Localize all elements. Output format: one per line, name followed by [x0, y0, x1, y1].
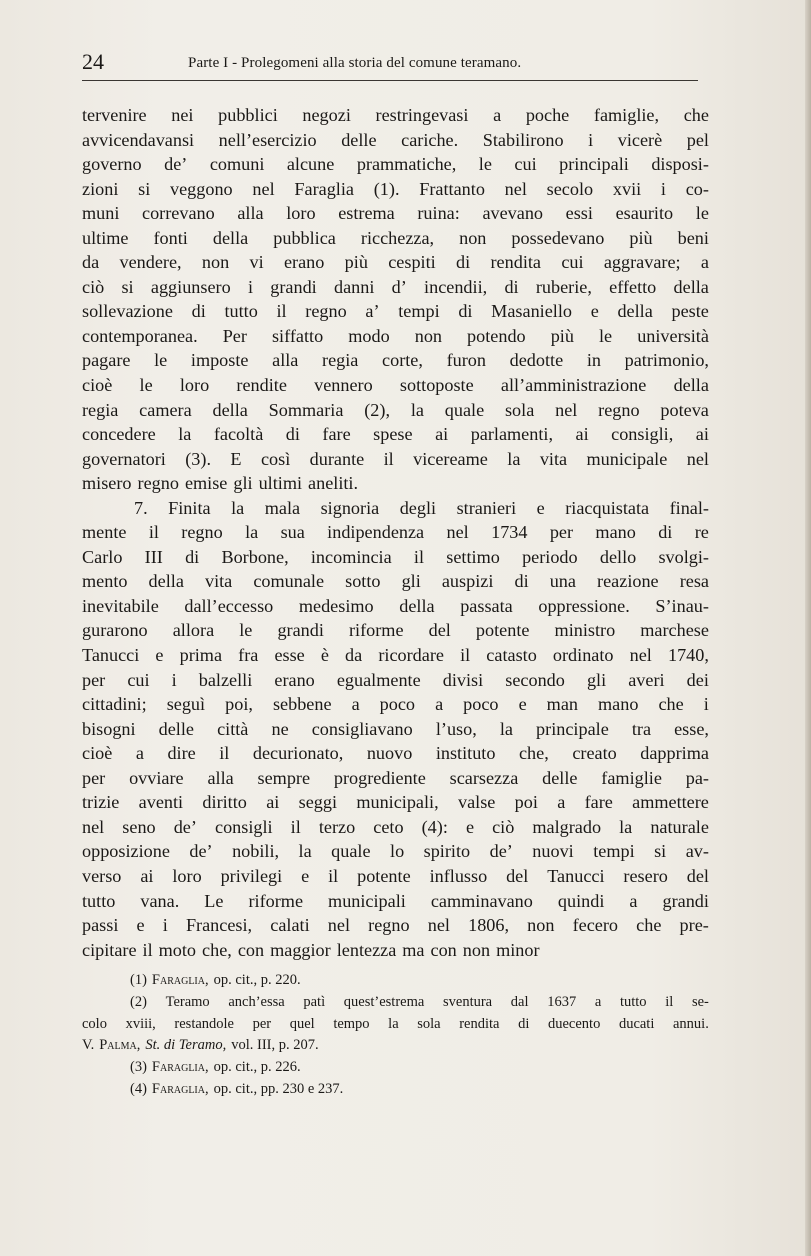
text-line: mente il regno la sua indipendenza nel 1734 per mano di re	[82, 522, 709, 543]
footnote-text: V.	[82, 1037, 95, 1054]
text-line: misero regno emise gli ultimi aneliti.	[82, 473, 359, 494]
text-line: regia camera della Sommaria (2), la quale sola nel regno poteva	[82, 399, 709, 420]
footnotes	[82, 970, 709, 1101]
text-line: cittadini; seguì poi, sebbene a poco a poco e man mano che i	[82, 694, 709, 715]
footnote-2-line: (2) Teramo anch’essa patì quest’estrema sventura dal 1637 a tutto il se-	[130, 993, 709, 1010]
text-line: sollevazione di tutto il regno a’ tempi di Masaniello e della peste	[82, 301, 709, 322]
footnote-1	[82, 970, 709, 992]
footnote-text: op. cit., p. 226.	[213, 1059, 301, 1076]
text-line: 7. Finita la mala signoria degli stranieri e riacquistata final-	[134, 497, 709, 518]
text-line: pagare le imposte alla regia corte, furon dedotte in patrimonio,	[82, 350, 709, 371]
text-line: opposizione de’ nobili, la quale lo spirito de’ nuovi tempi si av-	[82, 841, 709, 862]
text-line: muni correvano alla loro estrema ruina: avevano essi esaurito le	[82, 203, 709, 224]
text-line: mento della vita comunale sotto gli auspizi di una reazione resa	[82, 571, 709, 592]
footnote-author: Faraglia,	[151, 1059, 209, 1076]
page-edge-shadow	[805, 0, 811, 1256]
text-line: cioè a dire il decurionato, nuovo instituto che, creato dapprima	[82, 743, 709, 764]
footnote-title: St. di Teramo,	[145, 1037, 227, 1054]
text-line: gurarono allora le grandi riforme del potente ministro marchese	[82, 620, 709, 641]
footnote-3	[82, 1057, 709, 1079]
text-line: avvicendavansi nell’esercizio delle cariche. Stabilirono i vicerè pel	[82, 129, 709, 150]
text-line: trizie aventi diritto ai seggi municipali, valse poi a fare ammettere	[82, 792, 709, 813]
text-line: ultime fonti della pubblica ricchezza, non possedevano più beni	[82, 227, 709, 248]
text-line: concedere la facoltà di fare spese ai parlamenti, ai consigli, ai	[82, 424, 709, 445]
text-line: cioè le loro rendite vennero sottoposte all’amministrazione della	[82, 375, 709, 396]
text-line: Carlo III di Borbone, incomincia il settimo periodo dello svolgi-	[82, 546, 709, 567]
text-line: nel seno de’ consigli il terzo ceto (4): e ciò malgrado la naturale	[82, 816, 709, 837]
text-line: cipitare il moto che, con maggior lentezza ma con non minor	[82, 939, 540, 960]
running-title: Parte I - Prolegomeni alla storia del comune teramano.	[188, 55, 522, 71]
footnote-text: op. cit., p. 220.	[213, 972, 301, 988]
footnote-4	[82, 1079, 709, 1101]
footnote-author: Palma,	[99, 1037, 141, 1054]
text-line: Tanucci e prima fra esse è da ricordare il catasto ordinato nel 1740,	[82, 645, 709, 666]
footnote-marker: (3)	[130, 1059, 147, 1076]
text-line: inevitabile dall’eccesso medesimo della passata oppressione. S’inau-	[82, 595, 709, 616]
text-line: governatori (3). E così durante il vicereame la vita municipale nel	[82, 448, 709, 469]
footnote-text: vol. III, p. 207.	[231, 1037, 319, 1054]
body-text	[82, 103, 709, 962]
text-line: per cui i balzelli erano egualmente divisi secondo gli averi dei	[82, 669, 709, 690]
footnote-author: Faraglia,	[151, 1080, 209, 1097]
text-line: governo de’ comuni alcune prammatiche, le cui principali disposi-	[82, 154, 709, 175]
page-header	[82, 48, 704, 76]
text-line: tutto vana. Le riforme municipali camminavano quindi a grandi	[82, 890, 709, 911]
text-line: per ovviare alla sempre progrediente scarsezza delle famiglie pa-	[82, 767, 709, 788]
page-number: 24	[82, 49, 104, 74]
footnote-marker: (1)	[130, 972, 147, 988]
header-rule	[82, 80, 698, 81]
text-line: bisogni delle città ne consigliavano l’uso, la principale tra esse,	[82, 718, 709, 739]
text-line: zioni si veggono nel Faraglia (1). Frattanto nel secolo xvii i co-	[82, 178, 709, 199]
footnote-2-line	[82, 1035, 709, 1057]
text-line: passi e i Francesi, calati nel regno nel 1806, non fecero che pre-	[82, 915, 709, 936]
text-line: ciò si aggiunsero i grandi danni d’ incendii, di ruberie, effetto della	[82, 276, 709, 297]
text-line: verso ai loro privilegi e il potente influsso del Tanucci resero del	[82, 865, 709, 886]
text-line: tervenire nei pubblici negozi restringevasi a poche famiglie, che	[82, 105, 709, 125]
footnote-author: Faraglia,	[151, 972, 209, 988]
text-line: da vendere, non vi erano più cespiti di rendita cui aggravare; a	[82, 252, 709, 273]
text-line: contemporanea. Per siffatto modo non potendo più le università	[82, 325, 709, 346]
footnote-marker: (4)	[130, 1080, 147, 1097]
footnote-2-line: colo xviii, restandole per quel tempo la sola rendita di duecento ducati annui.	[82, 1015, 709, 1032]
footnote-text: op. cit., pp. 230 e 237.	[213, 1080, 344, 1097]
